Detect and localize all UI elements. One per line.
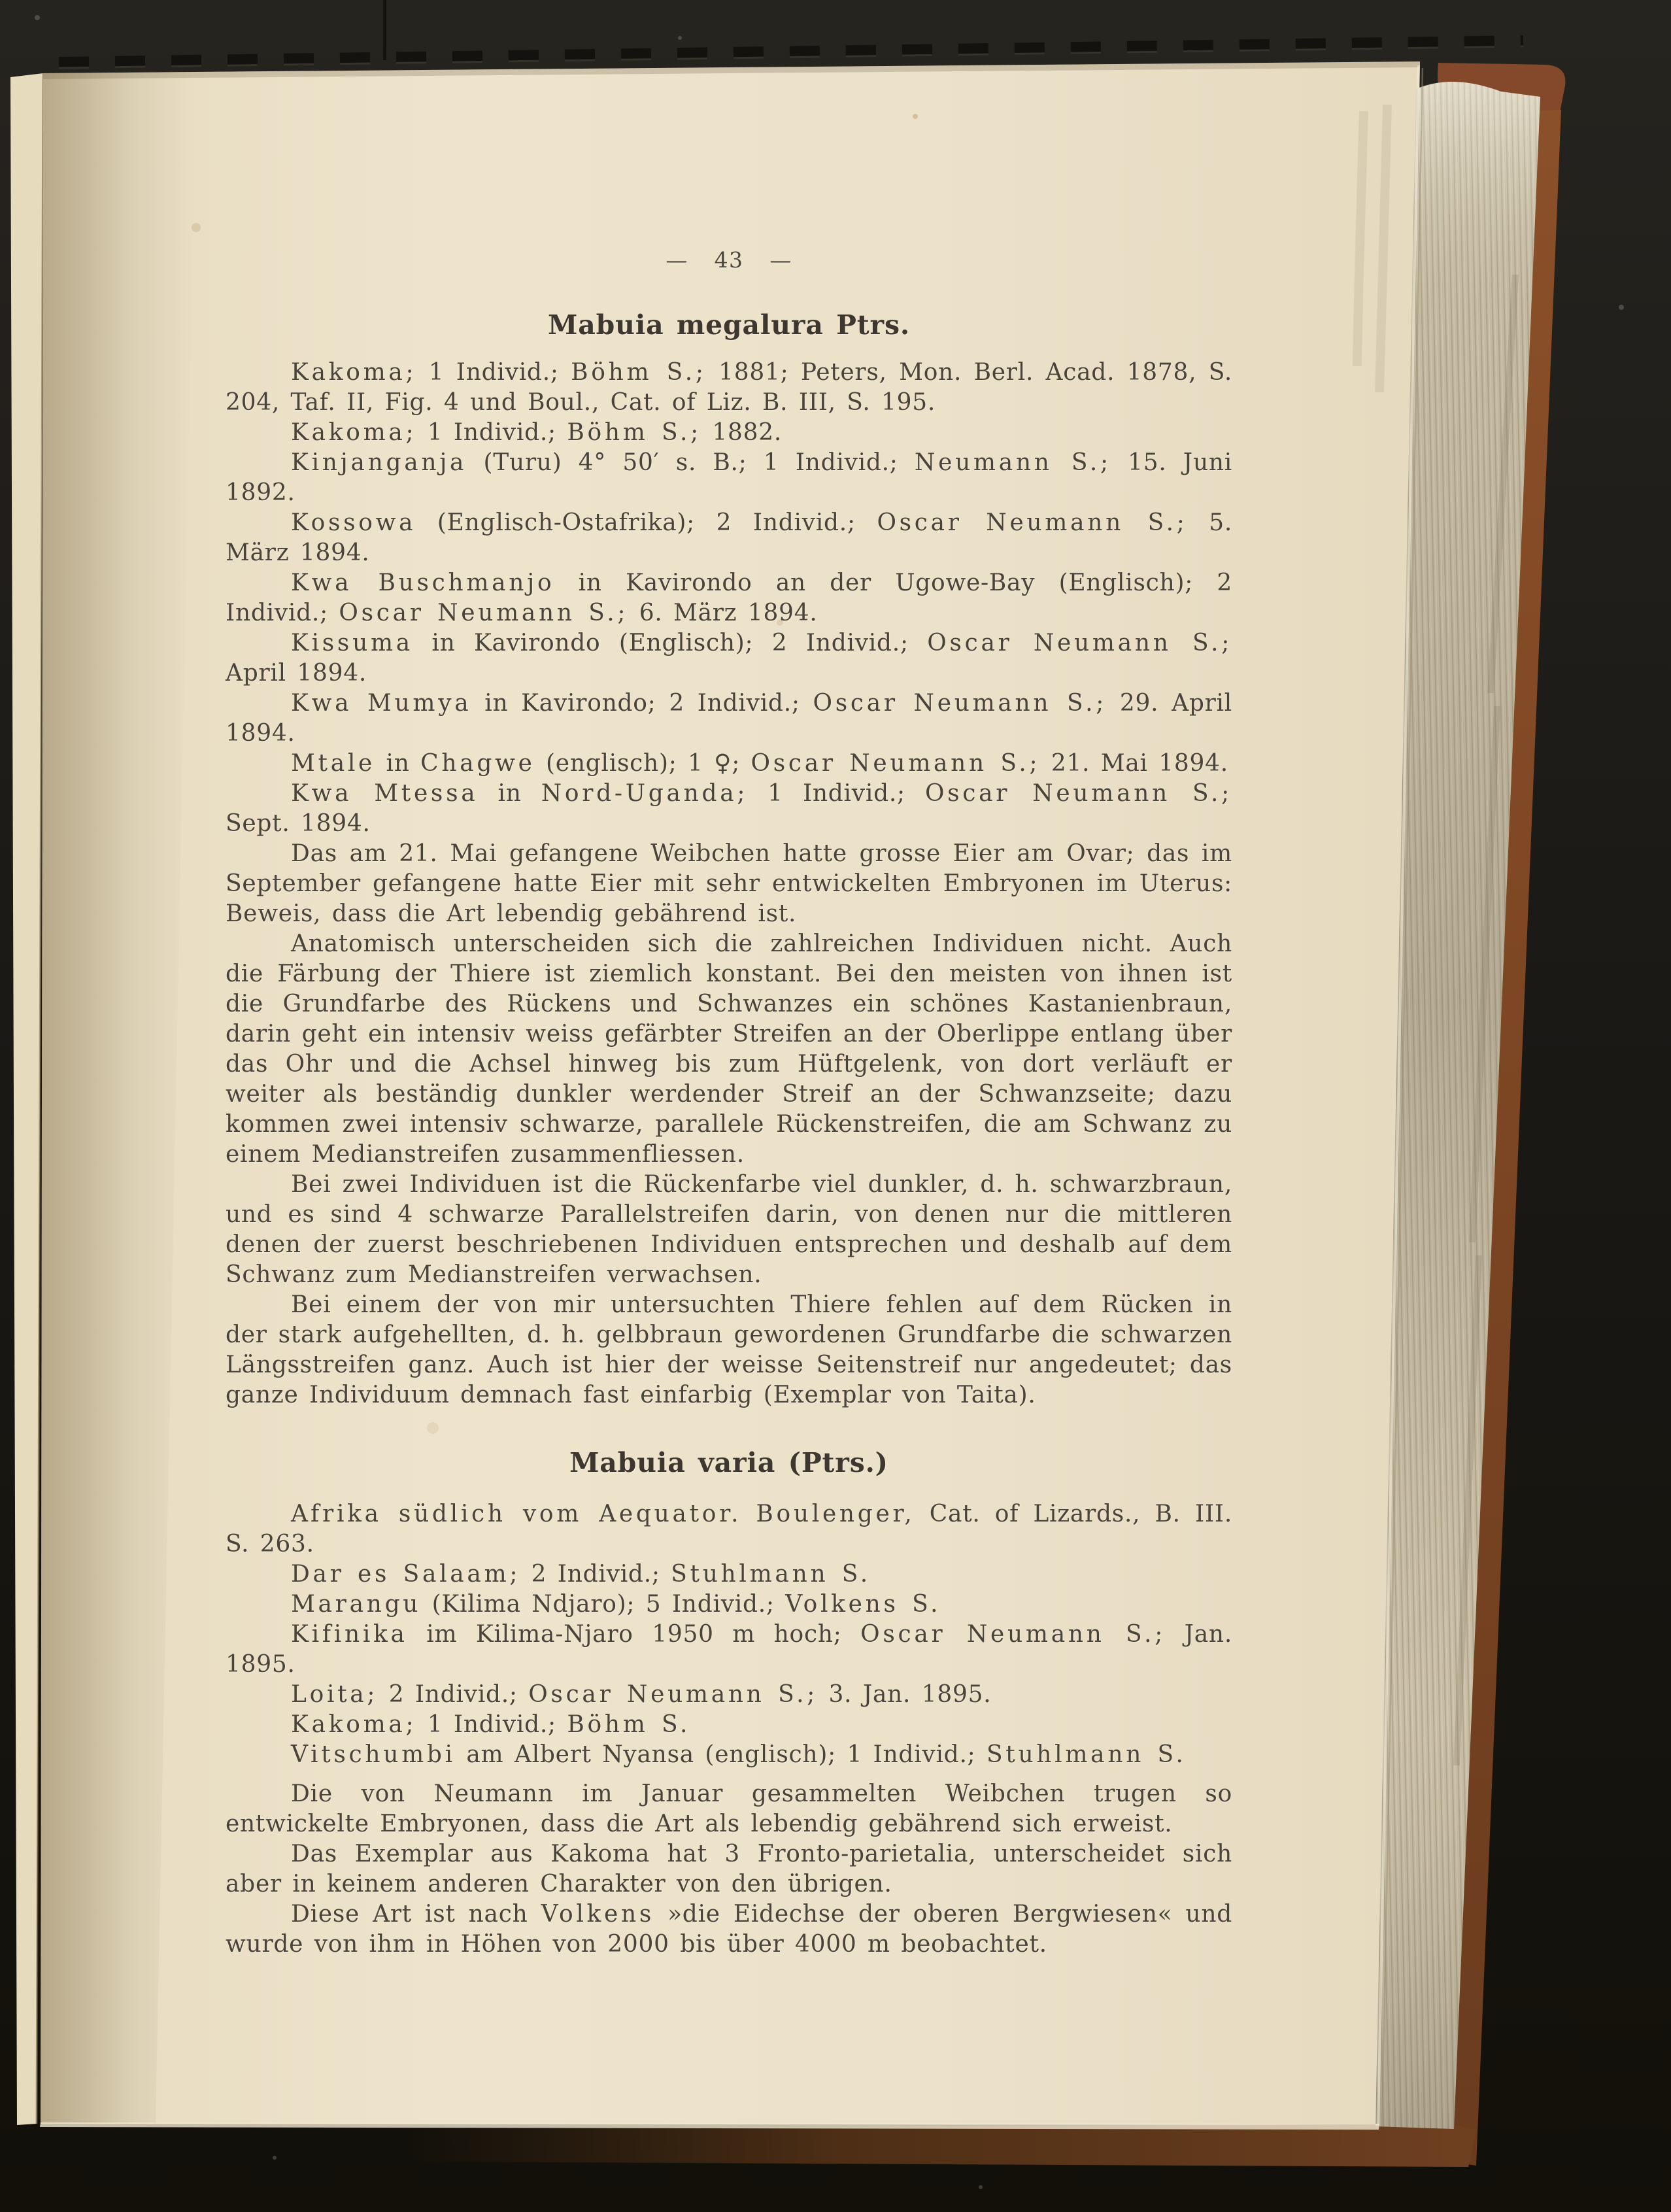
spaced-name-segment: Afrika südlich vom Aequator. <box>291 1501 742 1527</box>
spaced-name-segment: Oscar Neumann S.; <box>877 509 1188 536</box>
entry-kwa-mumya <box>226 689 1232 749</box>
spaced-name-segment: Kissuma <box>291 630 413 656</box>
entry-kissuma <box>226 628 1232 689</box>
spaced-name-segment: Oscar Neumann S.; <box>751 750 1041 777</box>
spaced-name-segment: Oscar Neumann S.; <box>927 630 1232 656</box>
spaced-name-segment: Marangu <box>291 1591 422 1618</box>
text-segment: 1 Individ.; <box>416 419 567 446</box>
text-segment <box>741 1501 756 1527</box>
page-content <box>226 245 1232 1960</box>
entry-kinjanganja <box>226 448 1232 508</box>
text-segment: Die von Neumann im Januar gesammelten Weibchen trugen so entwickelte Embryonen, dass die Art als lebendig gebährend sich erweist. <box>226 1780 1232 1837</box>
text-segment: 29. April 1894. <box>226 690 1232 747</box>
entry-loita <box>226 1680 1232 1710</box>
text-segment: Bei zwei Individuen ist die Rückenfarbe viel dunkler, d. h. schwarzbraun, und es sind 4 schwarze Parallelstreifen darin, von denen nur die mittleren denen der zuerst beschriebenen Individuen entsprechen und deshalb auf dem Schwanz zum Medianstreifen verwachsen. <box>226 1171 1232 1288</box>
text-segment: Bei einem der von mir untersuchten Thiere fehlen auf dem Rücken in der stark aufgehellten, d. h. gelbbraun gewordenen Grundfarbe die schwarzen Längsstreifen ganz. Auch ist hier der weisse Seitenstreif nur angedeutet; das ganze Individuum demnach fast einfarbig (Exemplar von Taita). <box>226 1291 1232 1408</box>
spaced-name-segment: Kwa Mtessa <box>291 780 479 807</box>
text-segment: 2 Individ.; <box>378 1681 529 1708</box>
entry-kwa-mtessa <box>226 779 1232 839</box>
spaced-name-segment: Kwa Mumya <box>291 690 472 717</box>
text-segment: April 1894. <box>226 660 367 687</box>
text-segment: Jan. 1895. <box>226 1621 1233 1678</box>
para-weibchen-eier <box>226 839 1232 929</box>
text-segment: 15. Juni 1892. <box>226 449 1232 506</box>
entry-afrika-aequator <box>226 1499 1232 1559</box>
spaced-name-segment: Kinjanganja <box>291 449 467 476</box>
entry-kakoma-1881 <box>226 358 1232 418</box>
spaced-name-segment: Kakoma; <box>291 1711 417 1738</box>
text-segment: 21. Mai 1894. <box>1040 750 1228 777</box>
spaced-name-segment: Oscar Neumann S.; <box>528 1681 819 1708</box>
text-segment: in Kavirondo; 2 Individ.; <box>471 690 813 717</box>
entry-dar-es-salaam <box>226 1559 1232 1590</box>
text-segment: 1882. <box>701 419 783 446</box>
text-segment: 2 Individ.; <box>520 1561 671 1588</box>
spaced-name-segment: Stuhlmann S. <box>986 1741 1187 1768</box>
species-heading-mabuia-megalura: Mabuia megalura Ptrs. <box>548 309 910 341</box>
spaced-name-segment: Nord-Uganda; <box>541 780 749 807</box>
spaced-name-segment: Oscar Neumann S.; <box>924 780 1232 807</box>
para-taita <box>226 1290 1232 1410</box>
spaced-name-segment: Vitschumbi <box>291 1741 456 1768</box>
entry-kakoma-1882 <box>226 418 1232 448</box>
spaced-name-segment: Dar es Salaam; <box>291 1561 521 1588</box>
text-segment: am Albert Nyansa (englisch); 1 Individ.; <box>455 1741 987 1768</box>
entry-kifinika <box>226 1620 1232 1680</box>
folio-dash-left: — <box>666 247 688 273</box>
spaced-name-segment: Kifinika <box>291 1621 408 1648</box>
spaced-name-segment: Mtale <box>291 750 376 777</box>
spaced-name-segment: Stuhlmann S. <box>671 1561 871 1588</box>
spaced-name-segment: Oscar Neumann S.; <box>813 690 1107 717</box>
text-segment: 1 Individ.; <box>748 780 925 807</box>
cover-bottom-strip <box>409 2124 1476 2167</box>
folio-dash-right: — <box>769 247 792 273</box>
text-segment: Anatomisch unterscheiden sich die zahlreichen Individuen nicht. Auch die Färbung der Thiere ist ziemlich konstant. Bei den meisten von ihnen ist die Grundfarbe des Rückens und Schwanzes ein schönes Kastanienbraun, darin geht ein intensiv weiss gefärbter Streifen an der Oberlippe entlang über das Ohr und die Achsel hinweg bis zum Hüftgelenk, von dort verläuft er weiter als beständig dunkler werdender Streif an der Schwanzseite; dazu kommen zwei intensiv schwarze, parallele Rückenstreifen, die am Schwanz zu einem Medianstreifen zusammenfliessen. <box>226 930 1232 1168</box>
spaced-name-segment: Böhm S.; <box>571 359 707 386</box>
spaced-name-segment: Boulenger, <box>756 1501 915 1527</box>
species-heading-mabuia-varia: Mabuia varia (Ptrs.) <box>569 1447 888 1478</box>
text-segment: 6. März 1894. <box>628 600 818 626</box>
entry-kossowa <box>226 508 1232 568</box>
text-segment: (Kilima Ndjaro); 5 Individ.; <box>421 1591 786 1618</box>
spaced-name-segment: Volkens S. <box>785 1591 941 1618</box>
spaced-name-segment: Volkens <box>541 1901 655 1928</box>
page-number <box>226 245 1232 275</box>
text-segment: in <box>375 750 421 777</box>
text-segment: (Turu) 4° 50′ s. B.; 1 Individ.; <box>467 449 915 476</box>
spaced-name-segment: Kwa Buschmanjo <box>291 570 555 596</box>
para-bergwiesen <box>226 1899 1232 1960</box>
para-faerbung <box>226 929 1232 1170</box>
text-segment: »die Eidechse der oberen Bergwiesen« und wurde von ihm in Höhen von 2000 bis über 4000 m beobachtet. <box>226 1901 1233 1958</box>
entry-marangu <box>226 1590 1232 1620</box>
text-segment: Sept. 1894. <box>226 810 371 837</box>
spaced-name-segment: Kakoma; <box>291 419 417 446</box>
spaced-name-segment: Kossowa <box>291 509 416 536</box>
spaced-name-segment: Böhm S. <box>567 1711 691 1738</box>
spaced-name-segment: Loita; <box>291 1681 379 1708</box>
para-zwei-individuen <box>226 1170 1232 1290</box>
text-segment: in <box>478 780 541 807</box>
cloth-scratch <box>383 0 386 60</box>
text-segment: (englisch); 1 ♀; <box>535 750 751 777</box>
text-segment: 1 Individ.; <box>416 1711 567 1738</box>
para-embryonen <box>226 1779 1232 1839</box>
text-segment: in Kavirondo (Englisch); 2 Individ.; <box>413 630 928 656</box>
text-segment: 5. März 1894. <box>226 509 1232 566</box>
spaced-name-segment: Neumann S.; <box>914 449 1111 476</box>
folio-number: 43 <box>714 247 744 273</box>
text-segment: 3. Jan. 1895. <box>818 1681 992 1708</box>
text-segment: (Englisch-Ostafrika); 2 Individ.; <box>416 509 877 536</box>
text-segment: 1 Individ.; <box>416 359 571 386</box>
text-segment: Diese Art ist nach <box>291 1901 541 1928</box>
entry-kakoma-boehm <box>226 1710 1232 1740</box>
spaced-name-segment: Oscar Neumann S.; <box>860 1621 1166 1648</box>
entry-mtale <box>226 749 1232 779</box>
text-segment: im Kilima-Njaro 1950 m hoch; <box>407 1621 861 1648</box>
spaced-name-segment: Oscar Neumann S.; <box>339 600 629 626</box>
text-segment: in Kavirondo an der Ugowe-Bay (Englisch); 2 Individ.; <box>226 570 1232 626</box>
text-segment: Das Exemplar aus Kakoma hat 3 Fronto-parietalia, unterscheidet sich aber in keinem anderen Charakter von den übrigen. <box>226 1841 1232 1897</box>
spaced-name-segment: Böhm S.; <box>567 419 701 446</box>
entry-kwa-buschmanjo <box>226 568 1232 628</box>
text-segment: Cat. of Lizards., B. III. S. 263. <box>226 1501 1232 1557</box>
text-segment: 1881; Peters, Mon. Berl. Acad. 1878, S. 204, Taf. II, Fig. 4 und Boul., Cat. of Liz. B. III, S. 195. <box>226 359 1232 416</box>
text-segment: Das am 21. Mai gefangene Weibchen hatte grosse Eier am Ovar; das im September gefangene hatte Eier mit sehr entwickelten Embryonen im Uterus: Beweis, dass die Art lebendig gebährend ist. <box>226 840 1232 927</box>
spaced-name-segment: Chagwe <box>420 750 535 777</box>
spaced-name-segment: Kakoma; <box>291 359 417 386</box>
para-fronto-parietalia <box>226 1839 1232 1899</box>
entry-vitschumbi <box>226 1740 1232 1770</box>
